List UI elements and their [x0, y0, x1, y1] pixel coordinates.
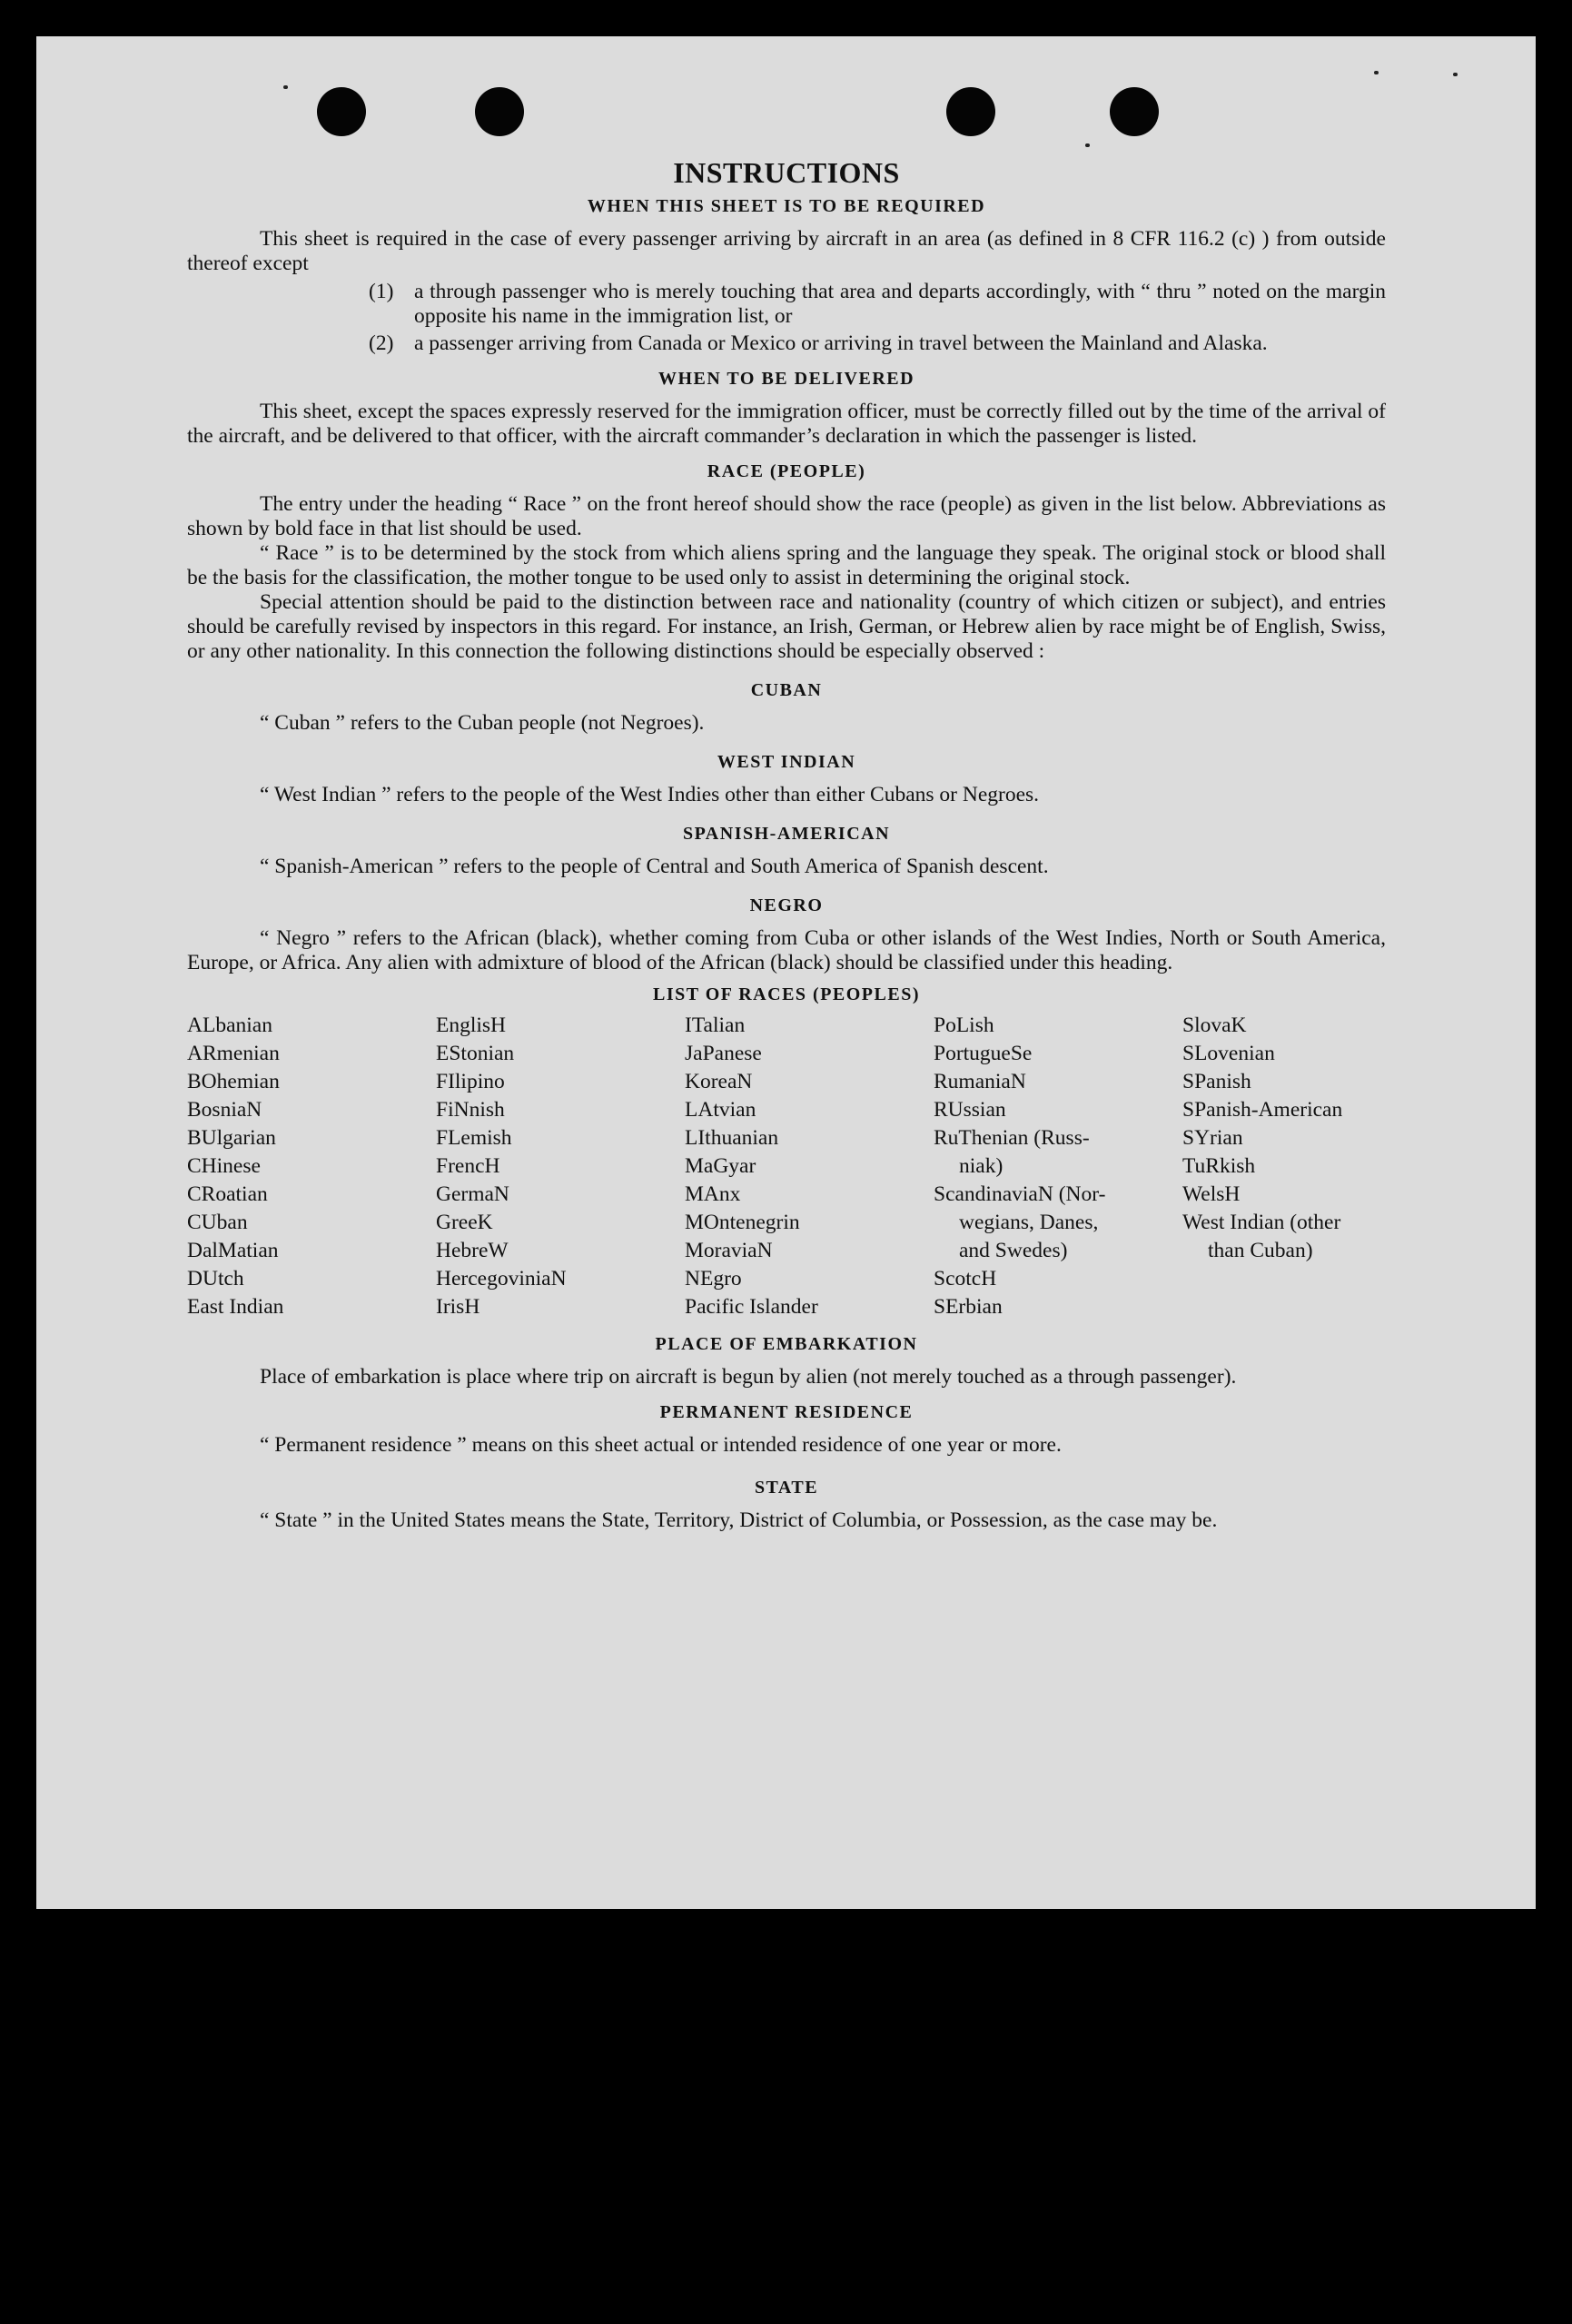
race-entry: BosniaN: [187, 1098, 262, 1122]
punch-hole-1: [317, 87, 366, 136]
race-entry: West Indian (other: [1182, 1211, 1341, 1234]
speck: [283, 85, 288, 89]
item-number: (1): [369, 280, 394, 303]
race-column-1: [187, 1012, 436, 1321]
race-entry: NEgro: [685, 1267, 742, 1291]
race-entry: EStonian: [436, 1042, 515, 1065]
race-entry: ScotcH: [934, 1267, 997, 1291]
punch-hole-3: [946, 87, 995, 136]
race-column-3: [685, 1012, 934, 1321]
page-title: INSTRUCTIONS: [673, 156, 900, 189]
race-entry: DUtch: [187, 1267, 244, 1291]
race-entry: SPanish: [1182, 1070, 1251, 1093]
race-entry: DalMatian: [187, 1239, 279, 1262]
race-entry-continued: and Swedes): [959, 1239, 1068, 1262]
speck: [1453, 73, 1458, 76]
race-entry: ARmenian: [187, 1042, 280, 1065]
race-entry: CHinese: [187, 1154, 261, 1178]
race-column-5: [1182, 1012, 1386, 1321]
race-list: [187, 1012, 1386, 1321]
race-entry: MaGyar: [685, 1154, 756, 1178]
race-entry: PoLish: [934, 1014, 994, 1037]
heading-spanish-american: SPANISH-AMERICAN: [682, 824, 891, 844]
embarkation-text: Place of embarkation is place where trip on aircraft is begun by alien (not merely touched as a through passenger).: [260, 1365, 1237, 1389]
race-entry: BUlgarian: [187, 1126, 276, 1150]
race-entry: TuRkish: [1182, 1154, 1256, 1178]
heading-list-of-races: LIST OF RACES (PEOPLES): [652, 984, 920, 1004]
required-item-2: [187, 331, 1386, 356]
race-entry: ScandinaviaN (Nor-: [934, 1182, 1106, 1206]
race-entry: LAtvian: [685, 1098, 756, 1122]
race-entry-continued: wegians, Danes,: [959, 1211, 1099, 1234]
heading-west-indian: WEST INDIAN: [717, 752, 856, 772]
race-entry: JaPanese: [685, 1042, 762, 1065]
spanish-american-text: “ Spanish-American ” refers to the people of Central and South America of Spanish descent.: [260, 855, 1049, 878]
heading-required: WHEN THIS SHEET IS TO BE REQUIRED: [587, 196, 986, 216]
instructions-content: [187, 154, 1386, 1533]
race-entry: CUban: [187, 1211, 248, 1234]
race-entry: East Indian: [187, 1295, 284, 1319]
state-text: “ State ” in the United States means the State, Territory, District of Columbia, or Possession, as the case may be.: [260, 1508, 1218, 1532]
race-column-4: [934, 1012, 1182, 1321]
race-entry: GermaN: [436, 1182, 509, 1206]
race-entry: EnglisH: [436, 1014, 507, 1037]
race-entry: KoreaN: [685, 1070, 753, 1093]
west-indian-text: “ West Indian ” refers to the people of the West Indies other than either Cubans or Negroes.: [260, 783, 1040, 806]
heading-negro: NEGRO: [749, 895, 824, 915]
cuban-text: “ Cuban ” refers to the Cuban people (not Negroes).: [260, 711, 705, 735]
race-entry: Pacific Islander: [685, 1295, 818, 1319]
race-entry: FIlipino: [436, 1070, 505, 1093]
item-text: a passenger arriving from Canada or Mexico or arriving in travel between the Mainland and Alaska.: [414, 331, 1268, 355]
race-entry: MoraviaN: [685, 1239, 773, 1262]
race-paragraph-3: Special attention should be paid to the distinction between race and nationality (country of which citizen or subject), and entries should be carefully revised by inspectors in this regard. For instance, an Irish, German, or Hebrew alien by race might be of English, Swiss, or any other nationality. In this connection the following distinctions should be especially observed :: [187, 590, 1386, 663]
race-entry: MAnx: [685, 1182, 741, 1206]
item-text: a through passenger who is merely touching that area and departs accordingly, with “ thru ” noted on the margin opposite his name in the immigration list, or: [414, 280, 1386, 328]
race-entry-continued: niak): [959, 1154, 1004, 1178]
race-entry: SlovaK: [1182, 1014, 1247, 1037]
heading-race: RACE (PEOPLE): [707, 461, 866, 481]
race-entry-continued: than Cuban): [1208, 1239, 1313, 1262]
document-sheet: [36, 36, 1536, 1909]
race-entry: GreeK: [436, 1211, 493, 1234]
race-entry: SPanish-American: [1182, 1098, 1343, 1122]
race-entry: FiNnish: [436, 1098, 505, 1122]
race-entry: ITalian: [685, 1014, 746, 1037]
race-entry: WelsH: [1182, 1182, 1241, 1206]
punch-hole-4: [1110, 87, 1159, 136]
race-entry: IrisH: [436, 1295, 480, 1319]
race-column-2: [436, 1012, 685, 1321]
heading-delivered: WHEN TO BE DELIVERED: [657, 369, 915, 389]
speck: [1085, 143, 1090, 147]
race-entry: RuThenian (Russ-: [934, 1126, 1090, 1150]
race-entry: RUssian: [934, 1098, 1006, 1122]
required-intro: This sheet is required in the case of every passenger arriving by aircraft in an area (as defined in 8 CFR 116.2 (c) ) from outside thereof except: [187, 227, 1386, 275]
speck: [1374, 71, 1379, 74]
required-item-1: [187, 280, 1386, 329]
race-entry: SLovenian: [1182, 1042, 1275, 1065]
punch-hole-2: [475, 87, 524, 136]
race-entry: PortugueSe: [934, 1042, 1033, 1065]
race-paragraph-1: The entry under the heading “ Race ” on the front hereof should show the race (people) as given in the list below. Abbreviations as shown by bold face in that list should be used.: [187, 492, 1386, 540]
race-entry: CRoatian: [187, 1182, 268, 1206]
delivered-text: This sheet, except the spaces expressly reserved for the immigration officer, must be correctly filled out by the time of the arrival of the aircraft, and be delivered to that officer, with the aircraft commander’s declaration in which the passenger is listed.: [187, 400, 1386, 448]
race-entry: LIthuanian: [685, 1126, 779, 1150]
race-paragraph-2: “ Race ” is to be determined by the stock from which aliens spring and the language they speak. The original stock or blood shall be the basis for the classification, the mother tongue to be used only to assist in determining the original stock.: [187, 541, 1386, 589]
race-entry: MOntenegrin: [685, 1211, 800, 1234]
item-number: (2): [369, 331, 394, 355]
race-entry: FrencH: [436, 1154, 500, 1178]
race-entry: SErbian: [934, 1295, 1003, 1319]
race-entry: HercegoviniaN: [436, 1267, 567, 1291]
race-entry: BOhemian: [187, 1070, 280, 1093]
race-entry: HebreW: [436, 1239, 509, 1262]
race-entry: SYrian: [1182, 1126, 1243, 1150]
residence-text: “ Permanent residence ” means on this sheet actual or intended residence of one year or more.: [260, 1433, 1062, 1457]
race-entry: ALbanian: [187, 1014, 272, 1037]
heading-state: STATE: [754, 1478, 819, 1498]
race-entry: RumaniaN: [934, 1070, 1026, 1093]
negro-text: “ Negro ” refers to the African (black), whether coming from Cuba or other islands of the West Indies, North or South America, Europe, or Africa. Any alien with admixture of blood of the African (black) should be classified under this heading.: [187, 926, 1386, 974]
race-entry: FLemish: [436, 1126, 512, 1150]
heading-embarkation: PLACE OF EMBARKATION: [655, 1334, 918, 1354]
heading-cuban: CUBAN: [750, 680, 823, 700]
heading-residence: PERMANENT RESIDENCE: [659, 1402, 914, 1422]
